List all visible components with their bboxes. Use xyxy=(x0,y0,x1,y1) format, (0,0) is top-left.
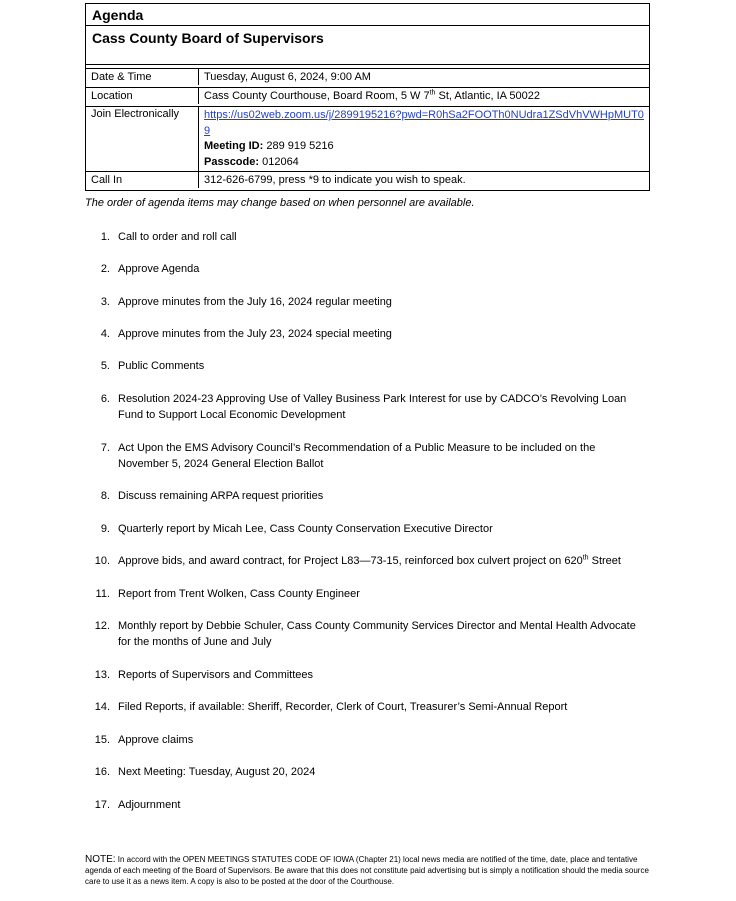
join-label: Join Electronically xyxy=(86,107,199,171)
board-name: Cass County Board of Supervisors xyxy=(86,26,649,65)
meeting-id: Meeting ID: 289 919 5216 xyxy=(204,140,334,152)
location-label: Location xyxy=(86,88,199,104)
location-value: Cass County Courthouse, Board Room, 5 W 7th St, Atlantic, IA 50022 xyxy=(204,89,541,102)
date-label: Date & Time xyxy=(86,69,199,85)
agenda-item: 8. Discuss remaining ARPA request priorities xyxy=(100,490,324,502)
agenda-item: 11. Report from Trent Wolken, Cass County Engineer xyxy=(95,588,360,600)
agenda-item: 6. Resolution 2024-23 Approving Use of Valley Business Park Interest for use by CADCO’s Revolving Loan Fund to Support Local Economic Development xyxy=(100,393,627,421)
callin-value: 312-626-6799, press *9 to indicate you wish to speak. xyxy=(204,174,466,186)
callin-label: Call In xyxy=(86,172,199,188)
agenda-item: 15. Approve claims xyxy=(94,734,194,746)
date-row xyxy=(86,69,649,88)
agenda-item: 3. Approve minutes from the July 16, 2024 regular meeting xyxy=(100,296,392,308)
zoom-link[interactable]: https://us02web.zoom.us/j/2899195216?pwd=R0hSa2FOOTh0NUdra1ZSdVhVWHpMUT09 xyxy=(204,109,644,137)
agenda-item: 17. Adjournment xyxy=(94,799,181,811)
join-row xyxy=(86,107,649,172)
agenda-item: 12. Monthly report by Debbie Schuler, Cass County Community Services Director and Mental Health Advocate for the months of June and July xyxy=(94,620,636,648)
agenda-item: 5. Public Comments xyxy=(100,360,205,372)
order-disclaimer: The order of agenda items may change based on when personnel are available. xyxy=(85,197,475,209)
agenda-item: 10. Approve bids, and award contract, for Project L83—73-15, reinforced box culvert project on 620th Street xyxy=(94,554,621,567)
location-row xyxy=(86,88,649,107)
callin-row xyxy=(86,172,649,190)
agenda-item: 2. Approve Agenda xyxy=(100,263,200,275)
meeting-info-table xyxy=(85,3,650,191)
agenda-item: 14. Filed Reports, if available: Sheriff, Recorder, Clerk of Court, Treasurer’s Semi-Annual Report xyxy=(94,701,568,713)
legal-note: NOTE: In accord with the OPEN MEETINGS STATUTES CODE OF IOWA (Chapter 21) local news media are notified of the time, date, place and tentative agenda of each meeting of the Board of Supervisors. Be aware that this does not constitute paid advertising but is simply a notification should the media source care to use it as a news item. A copy is also to be posted at the door of the Courthouse. xyxy=(85,854,649,886)
agenda-item: 9. Quarterly report by Micah Lee, Cass County Conservation Executive Director xyxy=(100,523,493,535)
agenda-title: Agenda xyxy=(86,4,649,26)
agenda-item: 4. Approve minutes from the July 23, 2024 special meeting xyxy=(100,328,392,340)
agenda-item: 13. Reports of Supervisors and Committees xyxy=(94,669,314,681)
passcode: Passcode: 012064 xyxy=(204,155,299,168)
agenda-item: 16. Next Meeting: Tuesday, August 20, 2024 xyxy=(94,766,316,778)
agenda-item: 1. Call to order and roll call xyxy=(100,231,237,243)
date-value: Tuesday, August 6, 2024, 9:00 AM xyxy=(204,71,371,83)
agenda-item: 7. Act Upon the EMS Advisory Council’s Recommendation of a Public Measure to be included on the November 5, 2024 General Election Ballot xyxy=(100,442,596,470)
